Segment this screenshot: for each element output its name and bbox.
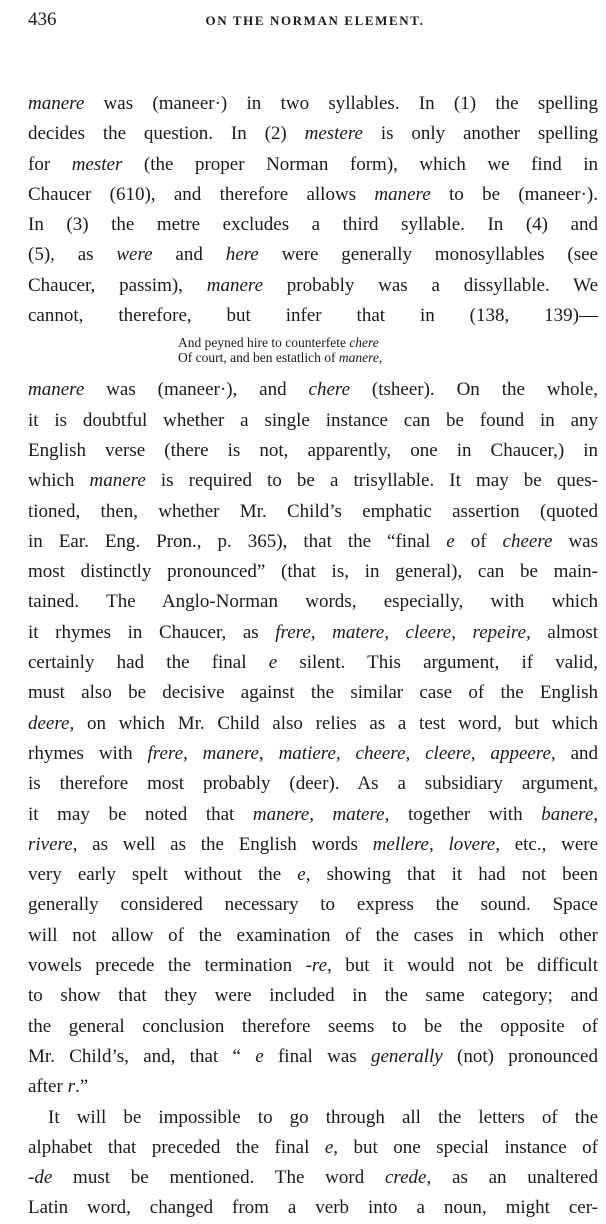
text-run: it rhymes in Chaucer, as bbox=[28, 621, 276, 643]
text-run: was (maneer·) in two syllables. In (1) the spelling bbox=[84, 93, 598, 114]
text-line bbox=[28, 1042, 598, 1072]
italic-text: e bbox=[324, 1136, 334, 1158]
text-line bbox=[28, 1012, 598, 1042]
text-run: decides the question. In (2) bbox=[28, 123, 305, 145]
text-run: alphabet that preceded the final bbox=[28, 1136, 325, 1158]
text-run: to show that they were included in the same category; and bbox=[28, 985, 598, 1007]
text-line bbox=[28, 271, 598, 301]
text-line bbox=[28, 1072, 598, 1102]
italic-text: e bbox=[297, 864, 306, 886]
text-line bbox=[28, 180, 598, 210]
text-run: It will be impossible to go through all the letters of the bbox=[48, 1106, 598, 1128]
text-run: was (maneer·), and bbox=[84, 379, 309, 401]
italic-text: crede bbox=[384, 1167, 427, 1189]
text-line bbox=[28, 739, 598, 769]
italic-text: banere, bbox=[541, 803, 599, 825]
text-run: must be mentioned. The word bbox=[52, 1167, 385, 1189]
text-run: of bbox=[454, 530, 503, 552]
text-line bbox=[28, 375, 598, 405]
text-line bbox=[28, 921, 598, 951]
text-run: and bbox=[152, 244, 226, 266]
text-run: is required to be a trisyllable. It may be ques- bbox=[145, 470, 598, 492]
italic-text: r bbox=[67, 1076, 75, 1098]
italic-text: rivere, bbox=[28, 833, 78, 855]
text-run: which bbox=[28, 470, 90, 492]
text-run: were generally monosyllables (see bbox=[258, 244, 598, 266]
italic-text: e bbox=[255, 1045, 264, 1067]
text-run: almost bbox=[530, 621, 598, 643]
text-line bbox=[28, 497, 598, 527]
italic-text: deere, bbox=[28, 712, 75, 734]
text-run: for bbox=[28, 153, 72, 175]
text-run: it is doubtful whether a single instance can be found in any bbox=[28, 409, 598, 431]
text-line bbox=[28, 1103, 598, 1133]
italic-text: manere, bbox=[338, 350, 383, 366]
text-line bbox=[28, 557, 598, 587]
text-run: In (3) the metre excludes a third syllable. In (4) and bbox=[28, 214, 598, 236]
text-line bbox=[28, 240, 598, 270]
text-line bbox=[28, 769, 598, 799]
text-run: Chaucer, passim), bbox=[28, 274, 207, 296]
italic-text: manere bbox=[89, 470, 146, 492]
text-line bbox=[28, 890, 598, 920]
text-run: .” bbox=[74, 1076, 89, 1098]
running-title: ON THE NORMAN ELEMENT. bbox=[205, 13, 425, 28]
italic-text: mestere bbox=[304, 123, 363, 145]
italic-text: -re, bbox=[305, 955, 332, 977]
text-run: and bbox=[555, 742, 599, 764]
text-line bbox=[28, 648, 598, 678]
text-run: together with bbox=[389, 803, 542, 825]
text-run: tioned, then, whether Mr. Child’s emphatic assertion (quoted bbox=[28, 500, 598, 522]
italic-text: manere bbox=[206, 274, 264, 296]
italic-text: mellere, lovere, bbox=[372, 833, 500, 855]
text-line bbox=[28, 800, 598, 830]
text-line bbox=[28, 1133, 598, 1163]
italic-text: chere bbox=[308, 379, 351, 401]
text-line bbox=[178, 350, 598, 365]
italic-text: cheere bbox=[502, 530, 553, 552]
text-run: And peyned hire to counterfete bbox=[178, 335, 350, 351]
text-line bbox=[28, 436, 598, 466]
text-run: , as an unaltered bbox=[426, 1167, 598, 1189]
text-run: on which Mr. Child also relies as a test word, but which bbox=[74, 712, 598, 734]
italic-text: e bbox=[268, 652, 278, 674]
text-run: certainly had the final bbox=[28, 652, 269, 674]
text-line bbox=[28, 709, 598, 739]
page-number: 436 bbox=[28, 9, 57, 30]
text-run: (tsheer). On the whole, bbox=[350, 379, 599, 401]
text-run: , showing that it had not been bbox=[305, 864, 598, 886]
italic-text: mester bbox=[71, 153, 123, 175]
text-run: it may be noted that bbox=[28, 803, 253, 825]
text-run: , but one special instance of bbox=[333, 1136, 599, 1158]
text-run: Of court, and ben estatlich of bbox=[178, 350, 339, 366]
text-line bbox=[28, 466, 598, 496]
text-run: after bbox=[28, 1076, 68, 1098]
italic-text: manere, matere, bbox=[252, 803, 390, 825]
text-line bbox=[178, 335, 598, 350]
text-run: Mr. Child’s, and, that “ bbox=[28, 1045, 256, 1067]
text-line bbox=[28, 301, 598, 331]
text-run: was bbox=[552, 530, 598, 552]
text-run: tained. The Anglo-Norman words, especially, with which bbox=[28, 591, 598, 613]
text-line bbox=[28, 830, 598, 860]
text-run: - bbox=[28, 1167, 35, 1189]
text-run: as well as the English words bbox=[77, 833, 373, 855]
text-line bbox=[28, 981, 598, 1011]
text-run: will not allow of the examination of the cases in which other bbox=[28, 924, 598, 946]
text-run: probably was a dissyllable. We bbox=[263, 274, 598, 296]
text-run: Chaucer (610), and therefore allows bbox=[28, 183, 375, 205]
text-line bbox=[28, 119, 598, 149]
page-body bbox=[28, 89, 598, 1224]
text-line bbox=[28, 951, 598, 981]
text-run: is therefore most probably (deer). As a subsidiary argument, bbox=[28, 773, 598, 795]
text-line bbox=[28, 210, 598, 240]
italic-text: de bbox=[34, 1167, 53, 1189]
italic-text: manere bbox=[28, 379, 85, 401]
text-run: final was bbox=[263, 1045, 371, 1067]
text-run: the general conclusion therefore seems to be the opposite of bbox=[28, 1015, 598, 1037]
italic-text: were bbox=[116, 244, 153, 266]
italic-text: frere, matere, cleere, repeire, bbox=[275, 621, 531, 643]
text-line bbox=[28, 618, 598, 648]
text-run: (5), as bbox=[28, 244, 117, 266]
text-run: cannot, therefore, but infer that in (138, 139)— bbox=[28, 305, 598, 327]
text-run: most distinctly pronounced” (that is, in general), can be main- bbox=[28, 561, 598, 583]
text-line bbox=[28, 89, 598, 119]
italic-text: here bbox=[225, 244, 259, 266]
text-run: must also be decisive against the similar case of the English bbox=[28, 682, 598, 704]
text-line bbox=[28, 1163, 598, 1193]
text-run: is only another spelling bbox=[362, 123, 598, 145]
text-run: to be (maneer·). bbox=[430, 183, 598, 205]
text-run: (not) pronounced bbox=[442, 1045, 598, 1067]
italic-text: frere, manere, matiere, cheere, cleere, appeere, bbox=[147, 742, 556, 764]
text-run: silent. This argument, if valid, bbox=[277, 652, 598, 674]
text-line bbox=[28, 406, 598, 436]
text-run: vowels precede the termination bbox=[28, 955, 306, 977]
text-line bbox=[28, 678, 598, 708]
paragraph-3 bbox=[28, 1103, 598, 1224]
text-run: generally considered necessary to express the sound. Space bbox=[28, 894, 598, 916]
text-run: but it would not be difficult bbox=[331, 955, 598, 977]
text-run: very early spelt without the bbox=[28, 864, 298, 886]
text-line bbox=[28, 527, 598, 557]
italic-text: generally bbox=[370, 1045, 443, 1067]
italic-text: manere bbox=[374, 183, 431, 205]
text-run: etc., were bbox=[499, 833, 599, 855]
text-line bbox=[28, 860, 598, 890]
italic-text: chere bbox=[349, 335, 379, 351]
text-run: in Ear. Eng. Pron., p. 365), that the “final bbox=[28, 530, 447, 552]
text-run: rhymes with bbox=[28, 742, 148, 764]
paragraph-1 bbox=[28, 89, 598, 331]
text-line bbox=[28, 150, 598, 180]
paragraph-2 bbox=[28, 375, 598, 1102]
text-line bbox=[28, 587, 598, 617]
text-run: (the proper Norman form), which we find in bbox=[122, 153, 599, 175]
italic-text: e bbox=[446, 530, 455, 552]
verse-quotation bbox=[28, 335, 598, 365]
text-run: English verse (there is not, apparently, one in Chaucer,) in bbox=[28, 439, 598, 461]
text-line bbox=[28, 1193, 598, 1223]
text-run: Latin word, changed from a verb into a noun, might cer- bbox=[28, 1197, 598, 1219]
italic-text: manere bbox=[28, 93, 85, 114]
